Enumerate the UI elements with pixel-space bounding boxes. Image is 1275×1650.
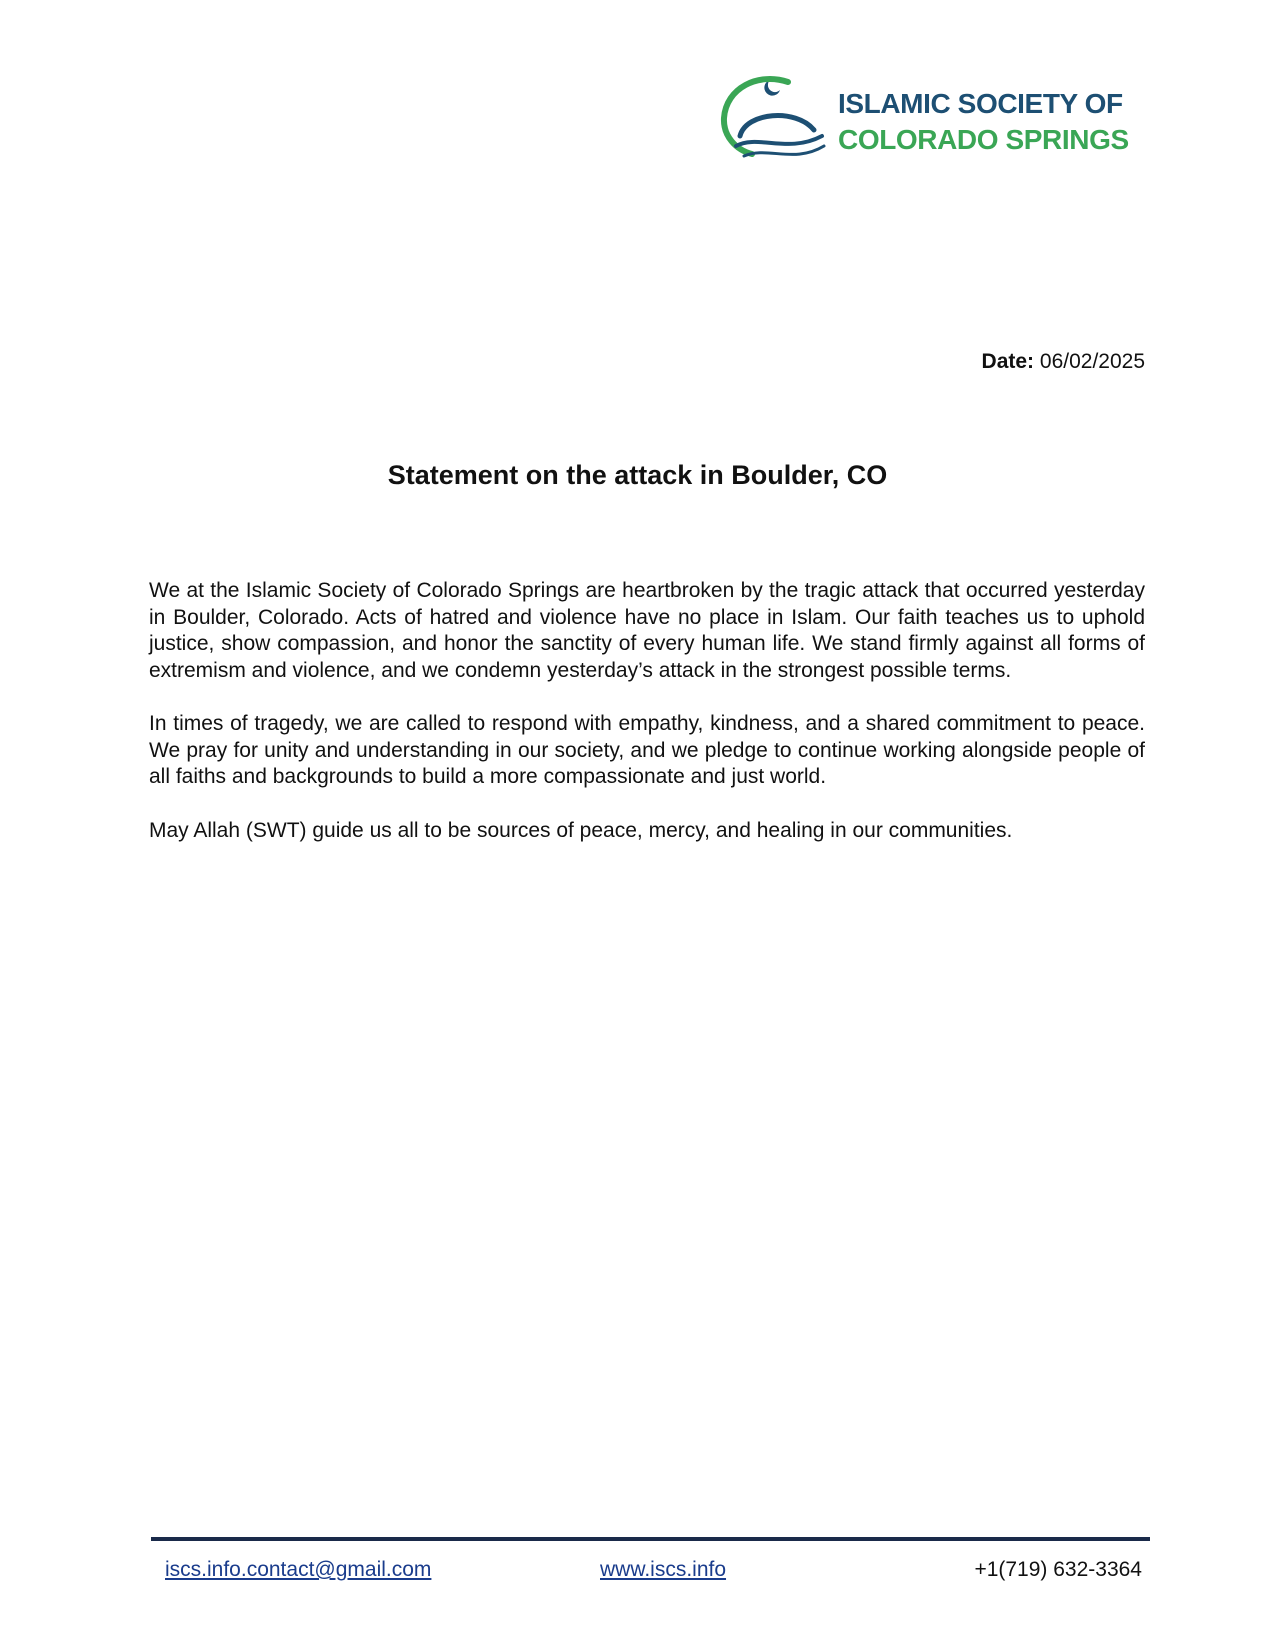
statement-date xyxy=(982,350,1145,374)
statement-title: Statement on the attack in Boulder, CO xyxy=(387,460,888,490)
logo-text-line-1: ISLAMIC SOCIETY OF xyxy=(838,88,1123,119)
footer-divider xyxy=(151,1537,1150,1541)
paragraph-3: May Allah (SWT) guide us all to be sources of peace, mercy, and healing in our communities. xyxy=(149,818,1013,842)
date-value: 06/02/2025 xyxy=(1039,350,1145,373)
footer-website-link[interactable]: www.iscs.info xyxy=(600,1558,727,1581)
mosque-dome-logo-icon xyxy=(718,74,828,166)
statement-body xyxy=(149,578,1145,871)
paragraph-2: In times of tragedy, we are called to respond with empathy, kindness, and a shared commitment to peace. We pray for unity and understanding in our society, and we pledge to continue working alongside people of all faiths and backgrounds to build a more compassionate and just world. xyxy=(149,712,1145,788)
logo-text-line-2: COLORADO SPRINGS xyxy=(838,124,1129,155)
organization-logo xyxy=(718,74,1138,166)
date-label: Date: xyxy=(981,350,1035,373)
paragraph-1: We at the Islamic Society of Colorado Springs are heartbroken by the tragic attack that occurred yesterday in Boulder, Colorado. Acts of hatred and violence have no place in Islam. Our faith teaches us to uphold justice, show compassion, and honor the sanctity of every human life. We stand firmly against all forms of extremism and violence, and we condemn yesterday’s attack in the strongest possible terms. xyxy=(149,579,1145,682)
footer-phone: +1(719) 632-3364 xyxy=(974,1558,1142,1581)
footer-email-link[interactable]: iscs.info.contact@gmail.com xyxy=(165,1558,432,1581)
